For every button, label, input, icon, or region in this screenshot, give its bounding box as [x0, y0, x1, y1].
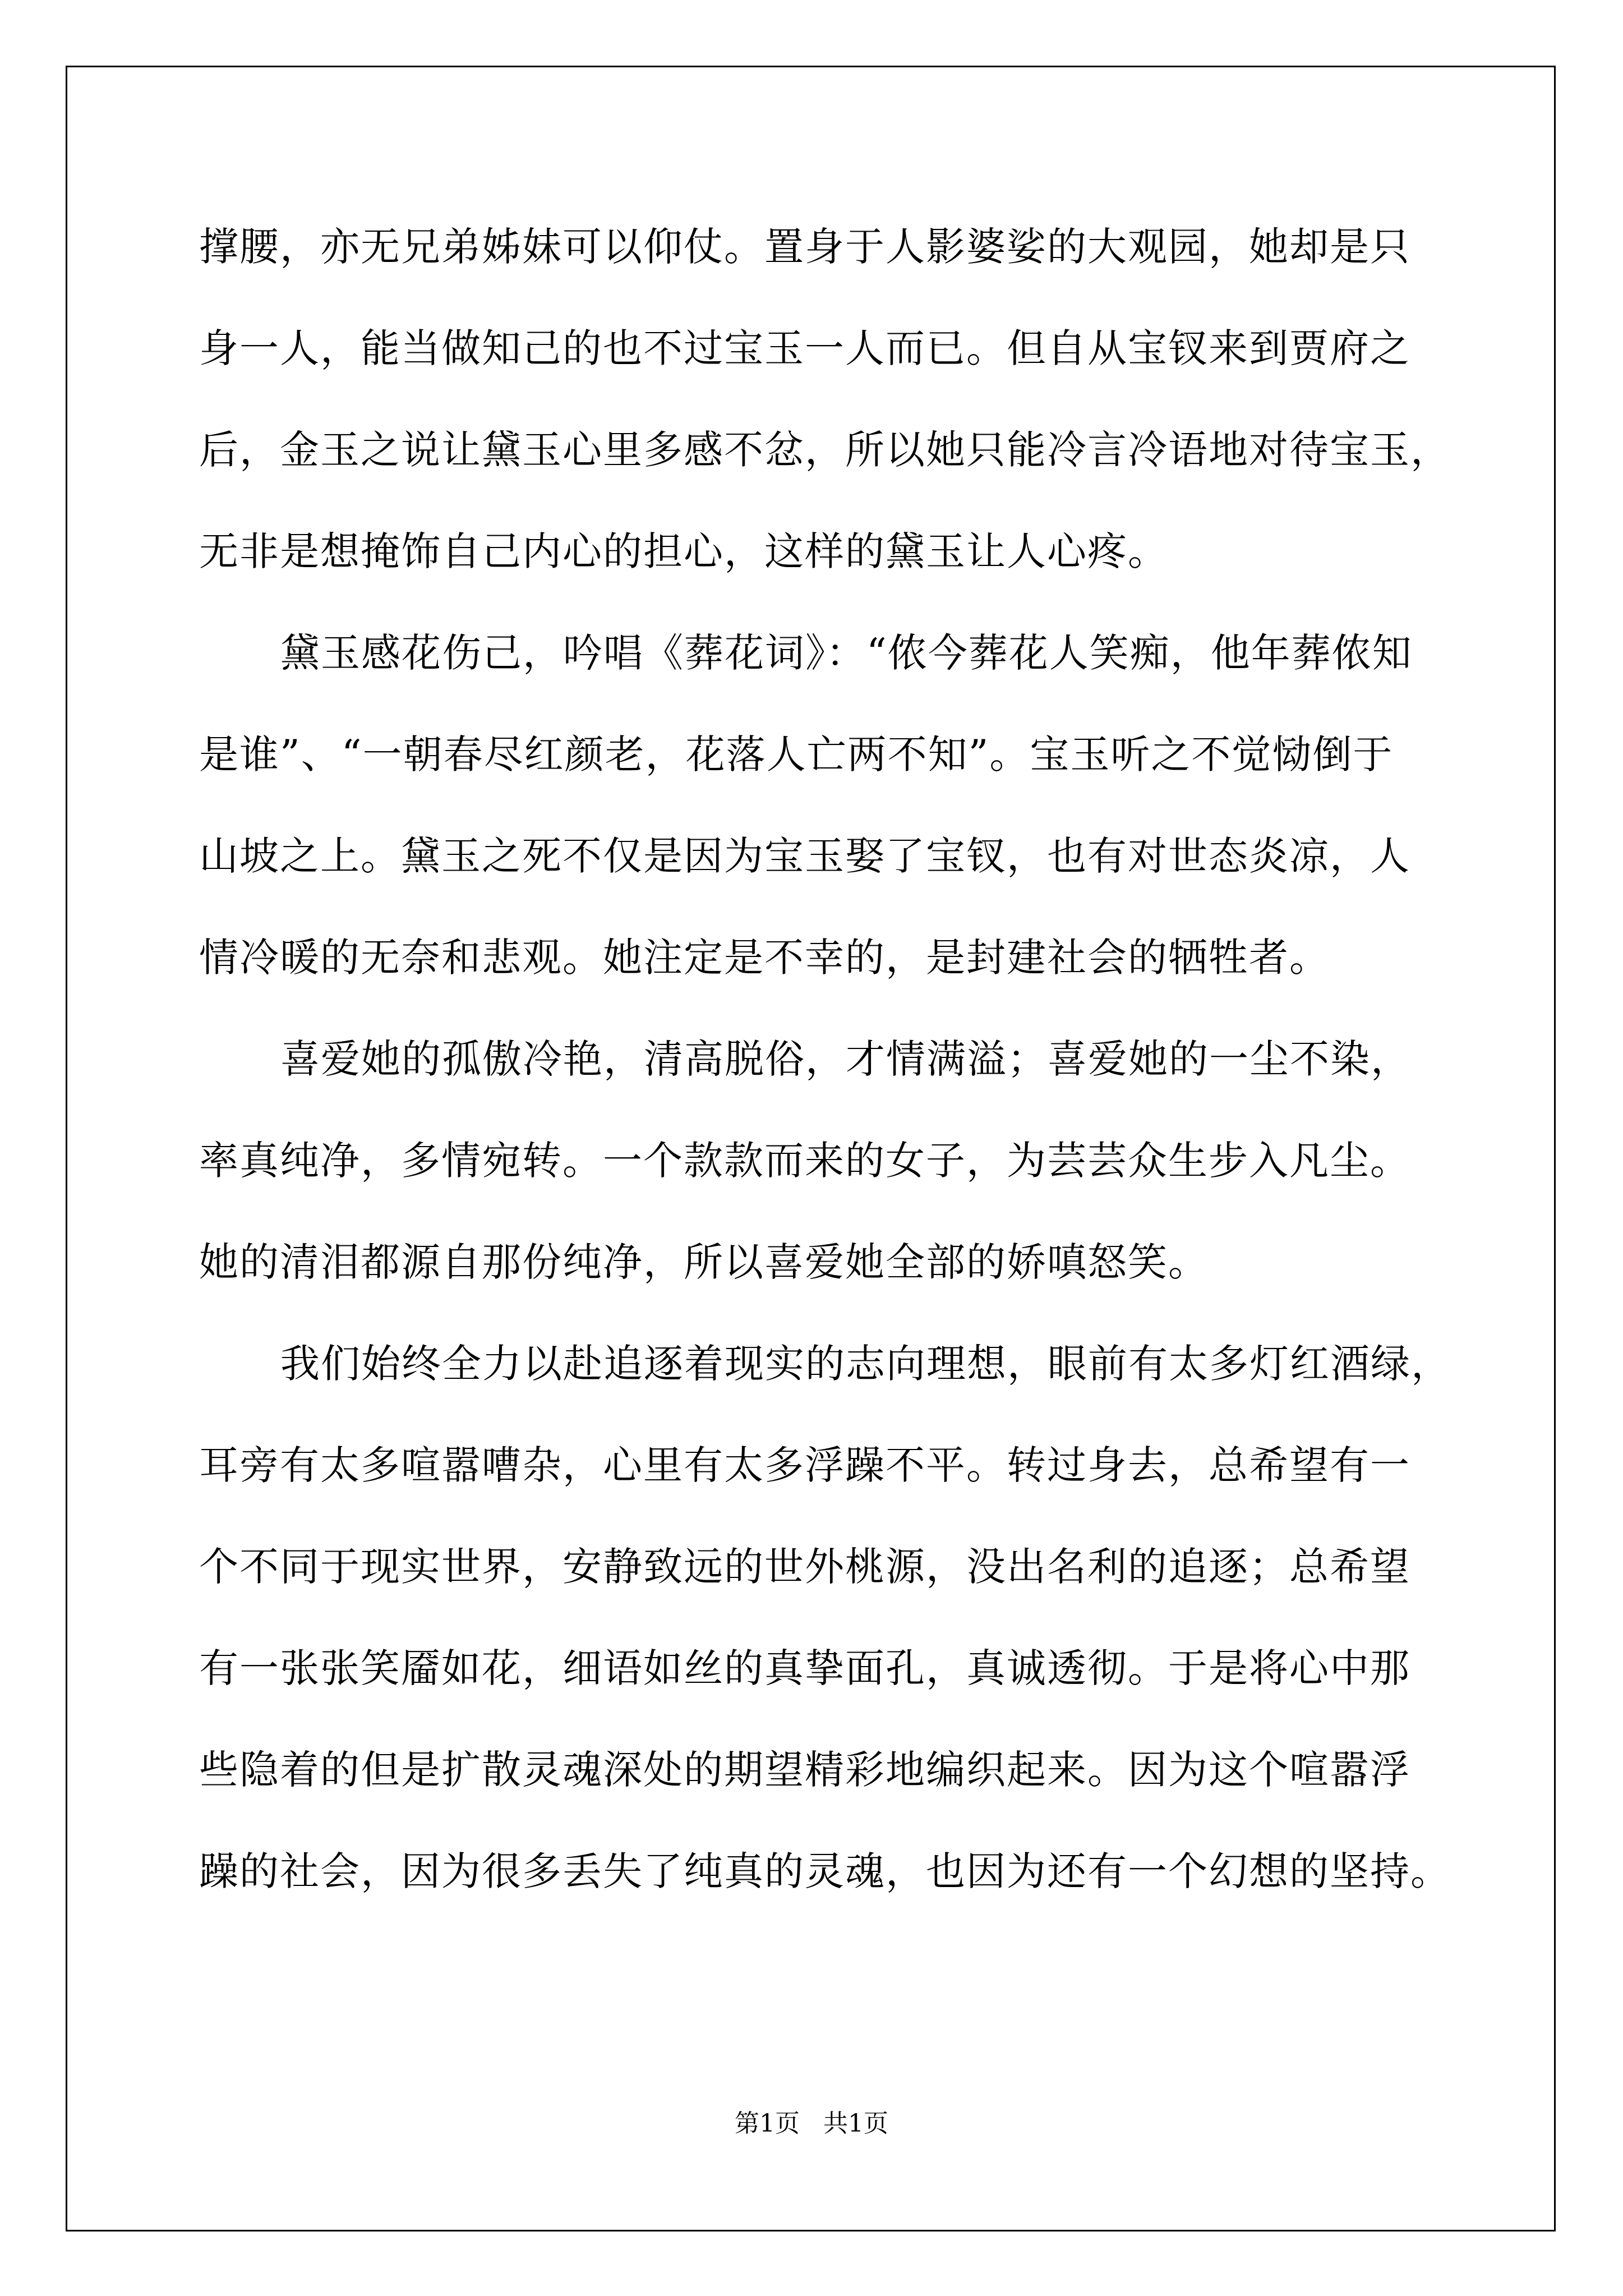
page-footer: [0, 2103, 1623, 2139]
text-line: 身一人，能当做知己的也不过宝玉一人而已。但自从宝钗来到贾府之: [199, 325, 1410, 371]
text-line: 些隐着的但是扩散灵魂深处的期望精彩地编织起来。因为这个喧嚣浮: [199, 1747, 1410, 1793]
text-line: 撑腰，亦无兄弟姊妹可以仰仗。置身于人影婆娑的大观园，她却是只: [199, 224, 1410, 270]
text-line: 喜爱她的孤傲冷艳，清高脱俗，才情满溢；喜爱她的一尘不染，: [280, 1036, 1411, 1082]
text-line: 率真纯净，多情宛转。一个款款而来的女子，为芸芸众生步入凡尘。: [199, 1138, 1410, 1184]
text-line: 有一张张笑靥如花，细语如丝的真挚面孔，真诚透彻。于是将心中那: [199, 1645, 1410, 1691]
text-line: 山坡之上。黛玉之死不仅是因为宝玉娶了宝钗，也有对世态炎凉，人: [199, 833, 1410, 879]
text-line: 黛玉感花伤己，吟唱《葬花词》：“侬今葬花人笑痴，他年葬侬知: [280, 630, 1413, 676]
text-line: 是谁”、“一朝春尽红颜老，花落人亡两不知”。宝玉听之不觉恸倒于: [199, 731, 1394, 777]
text-line: 个不同于现实世界，安静致远的世外桃源，没出名利的追逐；总希望: [199, 1544, 1410, 1590]
text-line: 我们始终全力以赴追逐着现实的志向理想，眼前有太多灯红酒绿，: [280, 1341, 1451, 1387]
text-line: 后，金玉之说让黛玉心里多感不忿，所以她只能冷言冷语地对待宝玉，: [199, 427, 1451, 473]
page-total: 共1页: [823, 2109, 888, 2138]
text-line: 耳旁有太多喧嚣嘈杂，心里有太多浮躁不平。转过身去，总希望有一: [199, 1442, 1410, 1488]
text-line: 无非是想掩饰自己内心的担心，这样的黛玉让人心疼。: [199, 528, 1168, 574]
text-line: 躁的社会，因为很多丢失了纯真的灵魂，也因为还有一个幻想的坚持。: [199, 1848, 1451, 1894]
text-line: 她的清泪都源自那份纯净，所以喜爱她全部的娇嗔怒笑。: [199, 1239, 1209, 1285]
text-line: 情冷暖的无奈和悲观。她注定是不幸的，是封建社会的牺牲者。: [199, 935, 1330, 981]
page-number: 第1页: [735, 2109, 800, 2138]
